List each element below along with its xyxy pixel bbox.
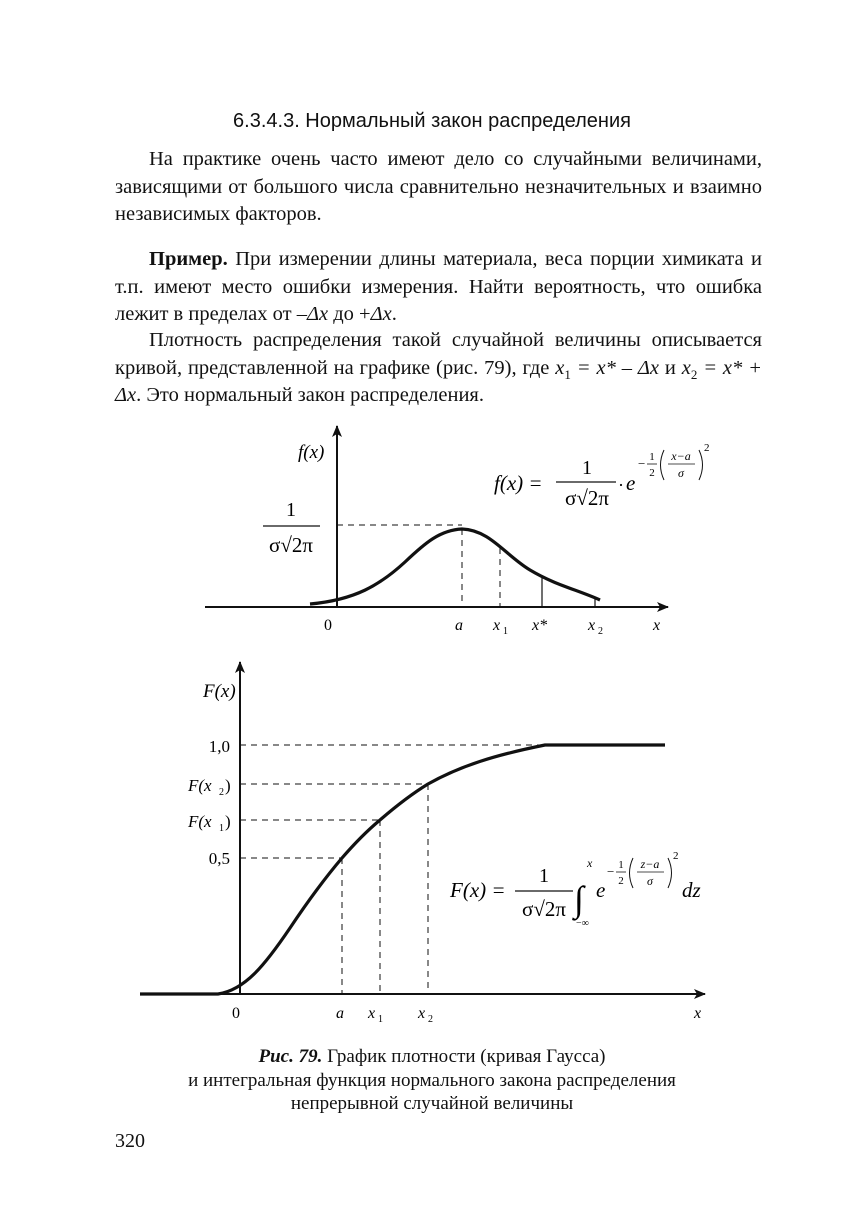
ytick-Fx1-sub: 1 <box>219 823 224 834</box>
density-exp-half-num: 1 <box>649 451 655 463</box>
density-exp-minus: − <box>638 456 646 471</box>
distribution-exp-pow: 2 <box>673 850 679 862</box>
distribution-exp-lparen <box>630 858 634 888</box>
example-label: Пример. <box>149 248 228 270</box>
caption-line-3: непрерывной случайной величины <box>290 1093 574 1114</box>
density-tick-a: a <box>455 617 463 634</box>
density-x1-sub: 1 <box>564 366 571 382</box>
density-x2-sub: 2 <box>690 366 698 382</box>
density-tick-x2-sub: 2 <box>598 626 603 637</box>
ytick-Fx2 <box>187 776 231 798</box>
paragraph-intro: На практике очень часто имеют дело со случайными величинами, зависящими от большого числа сравнительно незначительных и взаимно независимых факторов. <box>115 148 762 225</box>
density-x1: x <box>555 356 565 379</box>
example-dx-1: Δx <box>306 303 329 325</box>
example-text-3: . <box>391 303 397 325</box>
density-eq-1: = x* – Δx <box>570 356 659 379</box>
distribution-exp-frac-den: σ <box>647 874 653 888</box>
integral-upper: x <box>587 856 593 870</box>
density-formula-num: 1 <box>582 457 592 479</box>
ytick-0-5: 0,5 <box>208 849 230 868</box>
density-chart <box>205 426 710 637</box>
gauss-curve <box>310 529 600 604</box>
density-text-3: . Это нормальный закон распределения. <box>136 384 484 406</box>
distribution-exp-minus: − <box>607 864 615 879</box>
distribution-formula-dz: dz <box>682 878 701 902</box>
ytick-1-0: 1,0 <box>208 737 230 756</box>
ytick-Fx2-close: ) <box>225 776 231 795</box>
distribution-exp-half-den: 2 <box>618 875 624 887</box>
density-y-label: f(x) <box>298 442 325 463</box>
distribution-tick-a: a <box>336 1005 344 1022</box>
example-text-2: до + <box>328 303 371 325</box>
distribution-exponent <box>607 850 679 888</box>
example-text-1: При измерении длины материала, веса порции химиката и т.п. имеют место ошибки измерения. Найти вероятность, что ошибка лежит в пределах от – <box>115 248 763 325</box>
distribution-tick-x1: x <box>368 1005 376 1022</box>
ytick-Fx1-main: F(x <box>188 812 212 831</box>
distribution-chart <box>140 662 705 1025</box>
integral-sign: ∫ <box>574 879 584 919</box>
distribution-formula-lhs: F(x) = <box>450 878 506 902</box>
density-tick-0: 0 <box>324 617 332 634</box>
density-text-1: Плотность распределения такой случайной величины описывается кривой, представленной на графике (рис. 79), где <box>115 329 762 379</box>
caption-line-2: и интегральная функция нормального закона распределения <box>188 1069 676 1091</box>
density-tick-x1: x <box>493 617 501 634</box>
distribution-tick-x1-sub: 1 <box>378 1014 383 1025</box>
density-eq-2: = x* + Δx <box>115 356 762 406</box>
page-number: 320 <box>115 1130 145 1152</box>
density-formula-e: e <box>626 471 636 495</box>
example-dx-2: Δx <box>370 303 392 325</box>
peak-label-num: 1 <box>286 499 296 521</box>
distribution-formula-e: e <box>596 878 606 902</box>
density-exp-frac-num: x−a <box>671 449 691 463</box>
ytick-Fx1-close: ) <box>225 812 231 831</box>
peak-label-den: σ√2π <box>269 533 313 557</box>
integral-lower: −∞ <box>576 918 589 929</box>
distribution-formula-num: 1 <box>539 865 549 887</box>
caption-line-1 <box>0 1045 864 1069</box>
distribution-axis-x-label: x <box>694 1005 702 1022</box>
ytick-Fx2-main: F(x <box>188 776 212 795</box>
density-formula-lhs: f(x) = <box>494 471 543 495</box>
distribution-tick-0: 0 <box>232 1005 240 1022</box>
distribution-tick-x2: x <box>418 1005 426 1022</box>
density-axis-x-label: x <box>653 617 661 634</box>
caption-line-1-text: График плотности (кривая Гаусса) <box>322 1046 606 1067</box>
density-exp-lparen <box>661 450 665 480</box>
density-tick-xstar: x* <box>532 617 548 634</box>
distribution-y-label: F(x) <box>203 681 236 702</box>
density-tick-x1-sub: 1 <box>503 626 508 637</box>
ytick-Fx1 <box>187 812 231 834</box>
density-exp-pow: 2 <box>704 442 710 454</box>
density-formula-den: σ√2π <box>565 486 609 510</box>
density-tick-x2: x <box>588 617 596 634</box>
distribution-tick-x2-sub: 2 <box>428 1014 433 1025</box>
caption-label: Рис. 79. <box>258 1046 323 1067</box>
figure-caption <box>0 1045 864 1116</box>
density-formula-dot: · <box>618 475 624 495</box>
distribution-exp-rparen <box>668 858 672 888</box>
distribution-exp-frac-num: z−a <box>640 857 660 871</box>
distribution-formula-den: σ√2π <box>522 897 566 921</box>
section-title: 6.3.4.3. Нормальный закон распределения <box>233 110 631 132</box>
density-x2: x <box>681 356 691 379</box>
ytick-Fx2-sub: 2 <box>219 787 224 798</box>
density-text-2: и <box>658 356 682 379</box>
density-exp-frac-den: σ <box>678 466 684 480</box>
density-exp-half-den: 2 <box>649 467 655 479</box>
density-exponent <box>638 442 710 480</box>
distribution-exp-half-num: 1 <box>618 859 624 871</box>
density-exp-rparen <box>699 450 703 480</box>
